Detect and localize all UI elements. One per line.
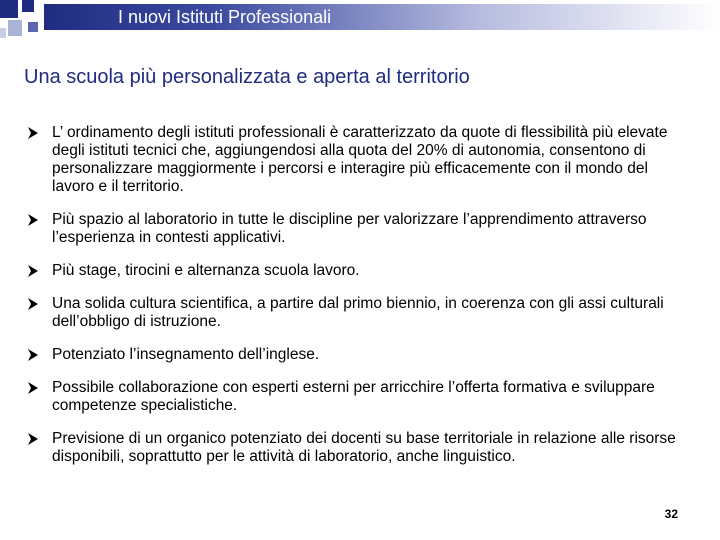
- decorative-square: [22, 0, 34, 12]
- bullet-text: Previsione di un organico potenziato dei docenti su base territoriale in relazione alle risorse disponibili, soprattutto per le attività di laboratorio, anche linguistico.: [52, 430, 676, 465]
- decorative-square: [0, 0, 18, 18]
- decorative-square: [28, 22, 38, 32]
- header-title: I nuovi Istituti Professionali: [118, 7, 332, 27]
- page-number: 32: [664, 507, 678, 521]
- bullet-text: Una solida cultura scientifica, a partire dal primo biennio, in coerenza con gli assi culturali dell’obbligo di istruzione.: [52, 295, 664, 330]
- bullet-item: [24, 295, 694, 331]
- arrowhead-bullet-icon: [26, 126, 40, 140]
- bullet-text: Potenziato l’insegnamento dell’inglese.: [52, 346, 320, 363]
- bullet-item: [24, 211, 694, 247]
- arrowhead-bullet-icon: [26, 213, 40, 227]
- arrowhead-bullet-icon: [26, 297, 40, 311]
- arrowhead-bullet-icon: [26, 348, 40, 362]
- decorative-square: [8, 20, 22, 36]
- bullet-text: L’ ordinamento degli istituti professionali è caratterizzato da quote di flessibilità più elevate degli istituti tecnici che, aggiungendosi alla quota del 20% di autonomia, consentono di personalizzare maggiormente i percorsi e interagire più efficacemente con il mondo del lavoro e il territorio.: [52, 124, 668, 195]
- bullet-text: Possibile collaborazione con esperti esterni per arricchire l’offerta formativa e sviluppare competenze specialistiche.: [52, 379, 655, 414]
- decorative-square: [0, 28, 6, 38]
- bullet-item: [24, 346, 694, 364]
- bullet-item: [24, 379, 694, 415]
- slide-subtitle: Una scuola più personalizzata e aperta al territorio: [24, 66, 470, 88]
- bullet-text: Più spazio al laboratorio in tutte le discipline per valorizzare l’apprendimento attraverso l’esperienza in contesti applicativi.: [52, 211, 647, 246]
- arrowhead-bullet-icon: [26, 264, 40, 278]
- arrowhead-bullet-icon: [26, 381, 40, 395]
- header-bar: [44, 4, 720, 30]
- bullet-text: Più stage, tirocini e alternanza scuola lavoro.: [52, 262, 360, 279]
- arrowhead-bullet-icon: [26, 432, 40, 446]
- bullet-item: [24, 430, 694, 466]
- bullet-list: [24, 124, 694, 481]
- bullet-item: [24, 262, 694, 280]
- bullet-item: [24, 124, 694, 196]
